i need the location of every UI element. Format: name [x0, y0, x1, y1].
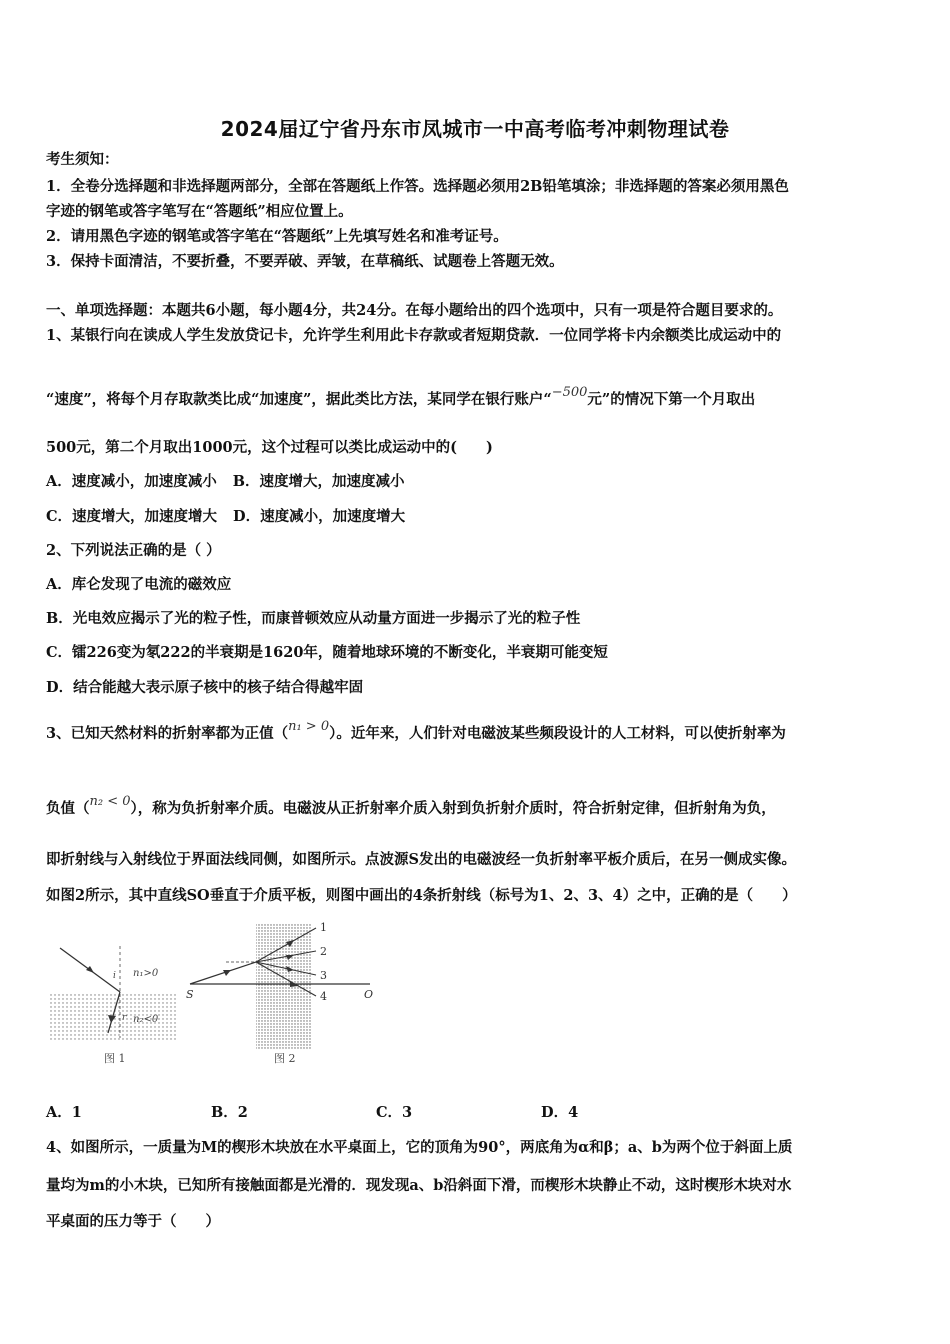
- fig2-ray-label-2: 2: [320, 945, 327, 958]
- q3-line-3: 即折射线与入射线位于界面法线同侧，如图所示。点波源S发出的电磁波经一负折射率平板介质后，在另一侧成实像。: [46, 851, 796, 868]
- q1-formula: −500: [551, 385, 588, 400]
- fig1-label-n2: n₂<0: [133, 1014, 159, 1025]
- fig2-label-O: O: [364, 988, 374, 1001]
- q1-options-row-2: [46, 507, 912, 527]
- fig1-label-r: r: [122, 1013, 127, 1023]
- notice-item-3: 3．保持卡面清洁，不要折叠，不要弄破、弄皱，在草稿纸、试题卷上答题无效。: [46, 253, 564, 270]
- q1-option-c[interactable]: C．速度增大，加速度增大: [46, 508, 218, 525]
- q3-option-a[interactable]: A．1: [46, 1104, 82, 1121]
- fig2-ray-label-4: 4: [320, 990, 327, 1003]
- fig2-negative-slab: [256, 924, 312, 1050]
- section-heading: 一、单项选择题：本题共6小题，每小题4分，共24分。在每小题给出的四个选项中，只有一项是符合题目要求的。: [46, 302, 783, 319]
- q3-formula-n2: n₂ < 0: [89, 794, 131, 809]
- q3-line-2: [46, 794, 912, 820]
- q3-line-1-text-a: 3、已知天然材料的折射率都为正值（: [46, 725, 289, 742]
- q1-options-row-1: [46, 472, 912, 492]
- fig2-ray-label-3: 3: [320, 969, 327, 982]
- figure-1: [46, 938, 181, 1068]
- notice-item-1-line-1: 1．全卷分选择题和非选择题两部分，全部在答题纸上作答。选择题必须用2B铅笔填涂；非选择题的答案必须用黑色: [46, 178, 789, 195]
- q3-line-2-text-a: 负值（: [46, 800, 90, 817]
- q3-line-1-text-b: ）。近年来，人们针对电磁波某些频段设计的人工材料，可以使折射率为: [329, 725, 786, 742]
- figure-2: [186, 918, 386, 1068]
- q4-line-1: 4、如图所示，一质量为M的楔形木块放在水平桌面上，它的顶角为90°，两底角为α和β；a、b为两个位于斜面上质: [46, 1139, 793, 1156]
- q1-option-b[interactable]: B．速度增大，加速度减小: [232, 473, 405, 490]
- notice-item-2: 2．请用黑色字迹的钢笔或答字笔在“答题纸”上先填写姓名和准考证号。: [46, 228, 508, 245]
- q1-line-2-text-b: 元”的情况下第一个月取出: [587, 391, 756, 408]
- q3-option-d[interactable]: D．4: [541, 1104, 579, 1121]
- q2-option-b[interactable]: B．光电效应揭示了光的粒子性，而康普顿效应从动量方面进一步揭示了光的粒子性: [46, 610, 581, 627]
- q4-line-2: 量均为m的小木块，已知所有接触面都是光滑的．现发现a、b沿斜面下滑，而楔形木块静止不动，这时楔形木块对水: [46, 1177, 792, 1194]
- fig2-caption: 图 2: [274, 1052, 296, 1065]
- q1-option-a[interactable]: A．速度减小，加速度减小: [46, 473, 217, 490]
- q2-stem: 2、下列说法正确的是（ ）: [46, 542, 221, 559]
- notice-heading: 考生须知：: [46, 151, 119, 168]
- q1-line-1: 1、某银行向在读成人学生发放贷记卡，允许学生利用此卡存款或者短期贷款．一位同学将卡内余额类比成运动中的: [46, 327, 782, 344]
- q1-option-d[interactable]: D．速度减小，加速度增大: [233, 508, 406, 525]
- q3-line-2-text-b: ），称为负折射率介质。电磁波从正折射率介质入射到负折射介质时，符合折射定律，但折射角为负，: [130, 800, 776, 817]
- q1-line-2: [46, 385, 912, 411]
- q3-formula-n1: n₁ > 0: [288, 719, 330, 734]
- q1-line-2-text-a: “速度”，将每个月存取款类比成“加速度”，据此类比方法，某同学在银行账户“: [46, 391, 552, 408]
- q3-option-c[interactable]: C．3: [376, 1104, 413, 1121]
- q3-line-1: [46, 719, 912, 745]
- fig2-incident-ray: [190, 962, 256, 984]
- q4-line-3: 平桌面的压力等于（ ）: [46, 1213, 220, 1230]
- q2-option-d[interactable]: D．结合能越大表示原子核中的核子结合得越牢固: [46, 679, 364, 696]
- fig1-label-i: i: [113, 971, 116, 981]
- q1-line-3: 500元，第二个月取出1000元，这个过程可以类比成运动中的( ): [46, 439, 493, 456]
- q2-option-a[interactable]: A．库仑发现了电流的磁效应: [46, 576, 232, 593]
- fig1-label-n1: n₁>0: [133, 968, 159, 979]
- fig1-incident-arrow: [86, 966, 94, 973]
- q3-line-4: 如图2所示，其中直线SO垂直于介质平板，则图中画出的4条折射线（标号为1、2、3、4）之中，正确的是（ ）: [46, 887, 797, 904]
- fig1-caption: 图 1: [104, 1052, 126, 1065]
- fig2-ray-label-1: 1: [320, 921, 327, 934]
- notice-item-1-line-2: 字迹的钢笔或答字笔写在“答题纸”相应位置上。: [46, 203, 353, 220]
- q3-option-b[interactable]: B．2: [211, 1104, 248, 1121]
- fig2-label-S: S: [186, 988, 194, 1001]
- q2-option-c[interactable]: C．镭226变为氡222的半衰期是1620年，随着地球环境的不断变化，半衰期可能变短: [46, 644, 608, 661]
- q3-options: [46, 1103, 912, 1123]
- page-title: 2024届辽宁省丹东市凤城市一中高考临考冲刺物理试卷: [220, 117, 730, 141]
